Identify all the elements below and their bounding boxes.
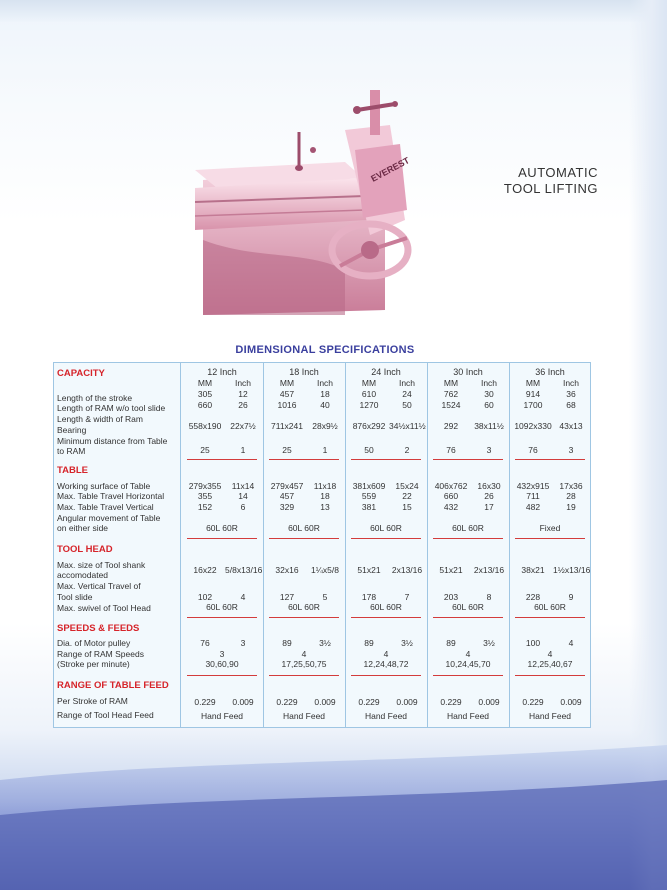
value-cell-inch: 38x11½ bbox=[474, 421, 504, 431]
value-cell-inch: 34½x11½ bbox=[389, 421, 426, 431]
row-label: Max. Table Travel Horizontal bbox=[57, 491, 165, 501]
value-cell-inch: 3½ bbox=[401, 638, 413, 648]
value-cell-inch: 18 bbox=[320, 389, 330, 399]
value-cell-inch: 36 bbox=[566, 389, 576, 399]
value-cell-inch: 1¼x5/8 bbox=[311, 565, 339, 575]
value-cell: 60L 60R bbox=[370, 602, 402, 612]
value-cell-mm: 381x609 bbox=[352, 481, 386, 491]
row-label: Max. Table Travel Vertical bbox=[57, 502, 154, 512]
row-label: (Stroke per minute) bbox=[57, 659, 130, 669]
value-cell: Hand Feed bbox=[528, 711, 572, 721]
value-cell-inch: 5 bbox=[322, 592, 328, 602]
section-divider bbox=[269, 538, 339, 539]
top-strip bbox=[0, 0, 667, 22]
value-cell-inch: 68 bbox=[566, 400, 576, 410]
value-cell-mm: 610 bbox=[361, 389, 377, 399]
feature-line-2: TOOL LIFTING bbox=[503, 181, 598, 196]
value-cell: 12,24,48,72 bbox=[363, 659, 409, 669]
row-label: Per Stroke of RAM bbox=[57, 696, 128, 706]
value-cell: Hand Feed bbox=[282, 711, 326, 721]
value-cell-mm: 1524 bbox=[441, 400, 461, 410]
value-cell: Fixed bbox=[539, 523, 561, 533]
value-cell-inch: 3 bbox=[486, 445, 492, 455]
value-cell-mm: 38x21 bbox=[521, 565, 545, 575]
section-divider bbox=[515, 538, 585, 539]
section-divider bbox=[187, 538, 257, 539]
section-divider bbox=[433, 459, 503, 460]
value-cell-inch: 17x36 bbox=[559, 481, 583, 491]
section-title-feed: RANGE OF TABLE FEED bbox=[57, 680, 169, 691]
value-cell: 4 bbox=[547, 649, 553, 659]
value-cell-inch: 40 bbox=[320, 400, 330, 410]
row-label: Range of RAM Speeds bbox=[57, 649, 144, 659]
value-cell-mm: 381 bbox=[361, 502, 377, 512]
unit-label-inch: Inch bbox=[480, 378, 498, 388]
value-cell-inch: 28x9½ bbox=[312, 421, 338, 431]
section-divider bbox=[351, 675, 421, 676]
value-cell-inch: 0.009 bbox=[232, 697, 254, 707]
value-cell-inch: 0.009 bbox=[560, 697, 582, 707]
value-cell-mm: 203 bbox=[443, 592, 459, 602]
value-cell-mm: 25 bbox=[282, 445, 292, 455]
unit-label-inch: Inch bbox=[562, 378, 580, 388]
specifications-table bbox=[53, 362, 591, 728]
value-cell-mm: 89 bbox=[282, 638, 292, 648]
label-column bbox=[54, 363, 181, 727]
section-divider bbox=[269, 459, 339, 460]
row-label: Length of the stroke bbox=[57, 393, 133, 403]
value-cell-mm: 711x241 bbox=[271, 421, 303, 431]
value-cell-mm: 1700 bbox=[523, 400, 543, 410]
value-cell-inch: 9 bbox=[568, 592, 574, 602]
section-divider bbox=[187, 459, 257, 460]
row-label: Bearing bbox=[57, 425, 87, 435]
value-cell-mm: 0.229 bbox=[276, 697, 298, 707]
value-cell-inch: 12 bbox=[238, 389, 248, 399]
row-label: Length & width of Ram bbox=[57, 414, 143, 424]
value-cell-inch: 28 bbox=[566, 491, 576, 501]
value-cell-mm: 51x21 bbox=[439, 565, 463, 575]
value-cell-inch: 2 bbox=[404, 445, 410, 455]
value-cell-inch: 1½x13/16 bbox=[553, 565, 591, 575]
value-cell-mm: 914 bbox=[525, 389, 541, 399]
value-cell-inch: 7 bbox=[404, 592, 410, 602]
row-label: Max. size of Tool shank bbox=[57, 560, 146, 570]
value-cell-mm: 0.229 bbox=[440, 697, 462, 707]
value-cell-inch: 3 bbox=[568, 445, 574, 455]
value-cell-inch: 6 bbox=[240, 502, 246, 512]
unit-label-mm: MM bbox=[443, 378, 459, 388]
value-cell-inch: 3½ bbox=[319, 638, 331, 648]
value-cell-inch: 8 bbox=[486, 592, 492, 602]
size-header: 24 Inch bbox=[371, 367, 401, 377]
section-title-speeds: SPEEDS & FEEDS bbox=[57, 623, 140, 634]
spec-heading: DIMENSIONAL SPECIFICATIONS bbox=[235, 344, 415, 356]
unit-label-mm: MM bbox=[525, 378, 541, 388]
value-cell-inch: 0.009 bbox=[396, 697, 418, 707]
value-cell-mm: 127 bbox=[279, 592, 295, 602]
section-divider bbox=[515, 675, 585, 676]
value-cell-inch: 5/8x13/16 bbox=[225, 565, 263, 575]
value-cell: 60L 60R bbox=[206, 523, 238, 533]
section-title-tool-head: TOOL HEAD bbox=[57, 544, 113, 555]
value-cell-inch: 13 bbox=[320, 502, 330, 512]
size-column bbox=[509, 363, 591, 727]
value-cell-inch: 26 bbox=[238, 400, 248, 410]
feature-line-1: AUTOMATIC bbox=[518, 165, 598, 180]
row-label: Max. swivel of Tool Head bbox=[57, 603, 151, 613]
value-cell-mm: 279x457 bbox=[270, 481, 304, 491]
value-cell: 60L 60R bbox=[452, 523, 484, 533]
section-title-capacity: CAPACITY bbox=[57, 368, 105, 379]
value-cell-mm: 32x16 bbox=[275, 565, 299, 575]
row-label: Angular movement of Table bbox=[57, 513, 161, 523]
section-divider bbox=[351, 538, 421, 539]
value-cell-mm: 1270 bbox=[359, 400, 379, 410]
value-cell-mm: 228 bbox=[525, 592, 541, 602]
value-cell-inch: 17 bbox=[484, 502, 494, 512]
row-label: Dia. of Motor pulley bbox=[57, 638, 131, 648]
size-column bbox=[345, 363, 428, 727]
size-header: 12 Inch bbox=[207, 367, 237, 377]
value-cell-inch: 50 bbox=[402, 400, 412, 410]
unit-label-inch: Inch bbox=[234, 378, 252, 388]
value-cell-inch: 14 bbox=[238, 491, 248, 501]
value-cell-mm: 178 bbox=[361, 592, 377, 602]
value-cell-mm: 305 bbox=[197, 389, 213, 399]
value-cell-inch: 1 bbox=[322, 445, 328, 455]
value-cell-inch: 3 bbox=[240, 638, 246, 648]
value-cell-mm: 482 bbox=[525, 502, 541, 512]
value-cell-inch: 22x7½ bbox=[230, 421, 256, 431]
value-cell-mm: 292 bbox=[443, 421, 459, 431]
section-divider bbox=[269, 675, 339, 676]
value-cell-mm: 1016 bbox=[277, 400, 297, 410]
value-cell-mm: 660 bbox=[197, 400, 213, 410]
row-label: on either side bbox=[57, 523, 109, 533]
value-cell-mm: 559 bbox=[361, 491, 377, 501]
value-cell-mm: 50 bbox=[364, 445, 374, 455]
value-cell-mm: 329 bbox=[279, 502, 295, 512]
value-cell: 4 bbox=[465, 649, 471, 659]
value-cell: 60L 60R bbox=[206, 602, 238, 612]
value-cell-inch: 19 bbox=[566, 502, 576, 512]
value-cell-mm: 51x21 bbox=[357, 565, 381, 575]
value-cell: 60L 60R bbox=[288, 602, 320, 612]
size-column bbox=[263, 363, 346, 727]
value-cell-inch: 30 bbox=[484, 389, 494, 399]
value-cell-mm: 1092x330 bbox=[514, 421, 552, 431]
value-cell-mm: 279x355 bbox=[188, 481, 222, 491]
size-header: 18 Inch bbox=[289, 367, 319, 377]
value-cell-inch: 18 bbox=[320, 491, 330, 501]
section-divider bbox=[351, 617, 421, 618]
feature-caption bbox=[488, 165, 598, 197]
value-cell-mm: 0.229 bbox=[194, 697, 216, 707]
value-cell: Hand Feed bbox=[364, 711, 408, 721]
size-header: 36 Inch bbox=[535, 367, 565, 377]
value-cell-mm: 16x22 bbox=[193, 565, 217, 575]
value-cell-inch: 24 bbox=[402, 389, 412, 399]
value-cell: Hand Feed bbox=[446, 711, 490, 721]
value-cell: 60L 60R bbox=[452, 602, 484, 612]
value-cell-mm: 89 bbox=[364, 638, 374, 648]
value-cell: 4 bbox=[301, 649, 307, 659]
row-label: Tool slide bbox=[57, 592, 93, 602]
value-cell-inch: 4 bbox=[240, 592, 246, 602]
value-cell-inch: 43x13 bbox=[559, 421, 583, 431]
value-cell-inch: 15 bbox=[402, 502, 412, 512]
row-label: accomodated bbox=[57, 570, 109, 580]
value-cell-mm: 76 bbox=[528, 445, 538, 455]
section-title-table: TABLE bbox=[57, 465, 88, 476]
row-label: to RAM bbox=[57, 446, 86, 456]
value-cell-mm: 406x762 bbox=[434, 481, 468, 491]
row-label: Working surface of Table bbox=[57, 481, 151, 491]
section-divider bbox=[187, 617, 257, 618]
value-cell-inch: 2x13/16 bbox=[391, 565, 423, 575]
brand-label: EVEREST bbox=[369, 155, 412, 184]
value-cell-mm: 457 bbox=[279, 389, 295, 399]
section-divider bbox=[269, 617, 339, 618]
value-cell: 30,60,90 bbox=[205, 659, 239, 669]
unit-label-mm: MM bbox=[279, 378, 295, 388]
unit-label-inch: Inch bbox=[398, 378, 416, 388]
value-cell-mm: 432 bbox=[443, 502, 459, 512]
section-divider bbox=[433, 675, 503, 676]
section-divider bbox=[351, 459, 421, 460]
value-cell-inch: 4 bbox=[568, 638, 574, 648]
value-cell: 10,24,45,70 bbox=[445, 659, 491, 669]
value-cell-mm: 0.229 bbox=[358, 697, 380, 707]
section-divider bbox=[187, 675, 257, 676]
value-cell-inch: 0.009 bbox=[478, 697, 500, 707]
value-cell: Hand Feed bbox=[200, 711, 244, 721]
row-label: Length of RAM w/o tool slide bbox=[57, 403, 166, 413]
value-cell: 60L 60R bbox=[370, 523, 402, 533]
row-label: Minimum distance from Table bbox=[57, 436, 168, 446]
value-cell-mm: 432x915 bbox=[516, 481, 550, 491]
value-cell-mm: 558x190 bbox=[188, 421, 222, 431]
value-cell-inch: 1 bbox=[240, 445, 246, 455]
value-cell-mm: 100 bbox=[525, 638, 541, 648]
value-cell-mm: 89 bbox=[446, 638, 456, 648]
value-cell: 3 bbox=[219, 649, 225, 659]
value-cell-mm: 876x292 bbox=[352, 421, 386, 431]
row-label: Max. Vertical Travel of bbox=[57, 581, 141, 591]
value-cell: 60L 60R bbox=[534, 602, 566, 612]
value-cell-inch: 3½ bbox=[483, 638, 495, 648]
unit-label-mm: MM bbox=[197, 378, 213, 388]
size-column bbox=[427, 363, 510, 727]
size-header: 30 Inch bbox=[453, 367, 483, 377]
section-divider bbox=[515, 459, 585, 460]
value-cell-mm: 355 bbox=[197, 491, 213, 501]
value-cell-mm: 25 bbox=[200, 445, 210, 455]
value-cell-mm: 660 bbox=[443, 491, 459, 501]
unit-label-inch: Inch bbox=[316, 378, 334, 388]
value-cell-inch: 15x24 bbox=[395, 481, 419, 491]
section-divider bbox=[433, 617, 503, 618]
value-cell-mm: 102 bbox=[197, 592, 213, 602]
value-cell-mm: 76 bbox=[446, 445, 456, 455]
bottom-wave-decoration bbox=[0, 740, 667, 890]
value-cell-inch: 16x30 bbox=[477, 481, 501, 491]
value-cell-mm: 0.229 bbox=[522, 697, 544, 707]
value-cell-inch: 0.009 bbox=[314, 697, 336, 707]
value-cell-mm: 457 bbox=[279, 491, 295, 501]
section-divider bbox=[433, 538, 503, 539]
value-cell-mm: 762 bbox=[443, 389, 459, 399]
value-cell-mm: 76 bbox=[200, 638, 210, 648]
value-cell: 4 bbox=[383, 649, 389, 659]
value-cell-mm: 152 bbox=[197, 502, 213, 512]
value-cell-mm: 711 bbox=[526, 491, 540, 501]
value-cell: 17,25,50,75 bbox=[281, 659, 327, 669]
value-cell-inch: 11x18 bbox=[313, 481, 337, 491]
value-cell-inch: 22 bbox=[402, 491, 412, 501]
size-column bbox=[181, 363, 264, 727]
value-cell-inch: 60 bbox=[484, 400, 494, 410]
row-label: Range of Tool Head Feed bbox=[57, 710, 154, 720]
value-cell: 60L 60R bbox=[288, 523, 320, 533]
shaping-machine-image bbox=[195, 70, 440, 315]
unit-label-mm: MM bbox=[361, 378, 377, 388]
value-cell-inch: 11x14 bbox=[231, 481, 255, 491]
value-cell-inch: 2x13/16 bbox=[473, 565, 505, 575]
section-divider bbox=[515, 617, 585, 618]
value-cell-inch: 26 bbox=[484, 491, 494, 501]
value-cell: 12,25,40,67 bbox=[527, 659, 573, 669]
